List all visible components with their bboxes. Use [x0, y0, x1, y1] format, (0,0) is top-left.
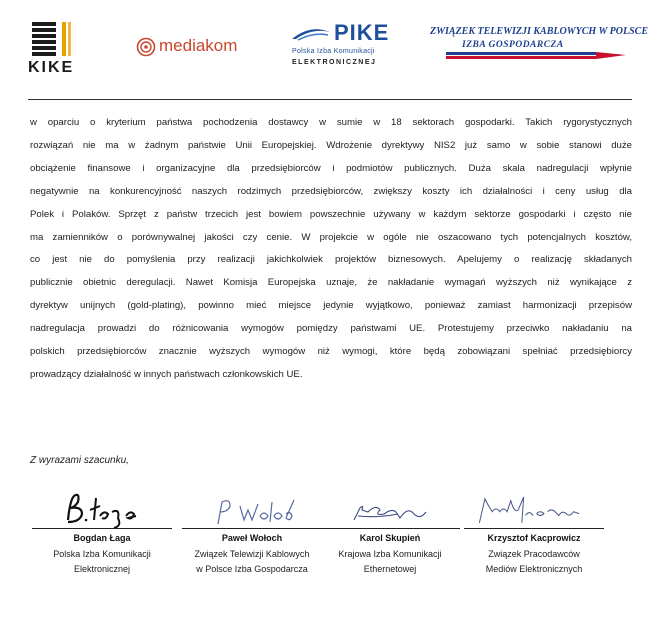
handwritten-signature-icon — [472, 490, 592, 528]
body-line: polskich przedsiębiorców znacznie wyższych wymogów niż wymogi, które będą zobowiązani spełniać przedsiębiorcy — [30, 346, 632, 358]
body-line: ma zamienników o porównywalnej jakości czy cenie. W projekcie w ogóle nie oszacowano tych potencjalnych kosztów, — [30, 231, 632, 243]
signatory-org: Polska Izba Komunikacji Elektronicznej — [53, 549, 151, 574]
ztkp-logo-subtitle: IZBA GOSPODARCZA — [462, 40, 564, 50]
signatory-org: Związek Pracodawców Mediów Elektronicznych — [485, 549, 583, 574]
signatory-name: Karol Skupień — [359, 533, 421, 543]
letterhead — [0, 0, 664, 100]
body-line: publicznie obietnic deregulacji. Nawet Komisja Europejska uznaje, że nakładanie wymagań wyższych niż wynikające z — [30, 277, 632, 289]
pike-logo-subtitle: Polska Izba Komunikacji — [292, 48, 375, 55]
body-line: rozwiązań nie ma w żadnym państwie Unii Europejskiej. Wdrożenie dyrektywy NIS2 już samo w sobie stanowi duże — [30, 139, 632, 151]
signatory-name: Paweł Wołoch — [221, 533, 283, 543]
mediakom-swirl-icon — [136, 37, 156, 57]
letter-body — [30, 112, 632, 387]
ztkp-flag-bar-icon — [446, 52, 626, 60]
signature-block-2 — [180, 490, 330, 590]
body-line: obciążenie finansowe i organizacyjne dla przedsiębiorców i podmiotów publicznych. Duża skala nadregulacji wpłynie — [30, 162, 632, 174]
signatory-org: Krajowa Izba Komunikacji Ethernetowej — [338, 549, 442, 574]
signatory-org: Związek Telewizji Kablowych w Polsce Izba Gospodarcza — [194, 549, 310, 574]
signatory-name: Krzysztof Kacprowicz — [487, 533, 581, 543]
ztkp-logo-title: ZWIĄZEK TELEWIZJI KABLOWYCH W POLSCE — [430, 26, 649, 37]
signature-block-1 — [30, 490, 180, 590]
body-line: negatywnie na konkurencyjność naszych rodzimych przedsiębiorców, zwiększy koszty ich działalności i ceny usług dla — [30, 185, 632, 197]
closing-salutation: Z wyrazami szacunku, — [30, 455, 129, 466]
ztkp-logo — [430, 22, 649, 70]
body-line: co jest nie do pomyślenia przy realizacji jakichkolwiek projektów biznesowych. Apelujemy o realizację składanych — [30, 254, 632, 266]
pike-logo-text: PIKE — [334, 20, 390, 45]
signatory-name: Bogdan Łaga — [73, 533, 131, 543]
kike-bars-icon — [32, 22, 56, 56]
handwritten-signature-icon — [40, 490, 160, 528]
pike-logo-subtitle-2: ELEKTRONICZNEJ — [292, 59, 377, 66]
pike-swoosh-icon — [290, 26, 332, 42]
signature-block-4 — [462, 490, 612, 590]
handwritten-signature-icon — [190, 490, 310, 528]
body-line: prowadzący działalność w innych państwach członkowskich UE. — [30, 368, 303, 380]
body-line: w oparciu o kryterium państwa pochodzenia dostawcy w sumie w 18 sektorach gospodarki. Takich rygorystycznych — [30, 117, 632, 128]
signature-block-3 — [318, 490, 468, 590]
body-line: dyrektyw unijnych (gold-plating), powinno mieć miejsce jedynie wyjątkowo, ponieważ zamiast harmonizacji przepisów — [30, 300, 632, 312]
kike-logo-text: KIKE — [28, 59, 75, 76]
mediakom-logo-text: mediakom — [159, 36, 238, 55]
body-line: Polek i Polaków. Sprzęt z państw trzecich jest bowiem powszechnie używany w każdym sektorze gospodarki i często nie — [30, 208, 632, 220]
header-divider — [28, 99, 632, 100]
handwritten-signature-icon — [328, 490, 448, 528]
kike-logo — [28, 22, 96, 78]
body-line: nadregulacja prowadzi do różnicowania wymogów pomiędzy państwami UE. Protestujemy przeciwko nakładaniu na — [30, 323, 632, 335]
pike-logo — [290, 22, 400, 80]
mediakom-logo — [136, 36, 254, 62]
